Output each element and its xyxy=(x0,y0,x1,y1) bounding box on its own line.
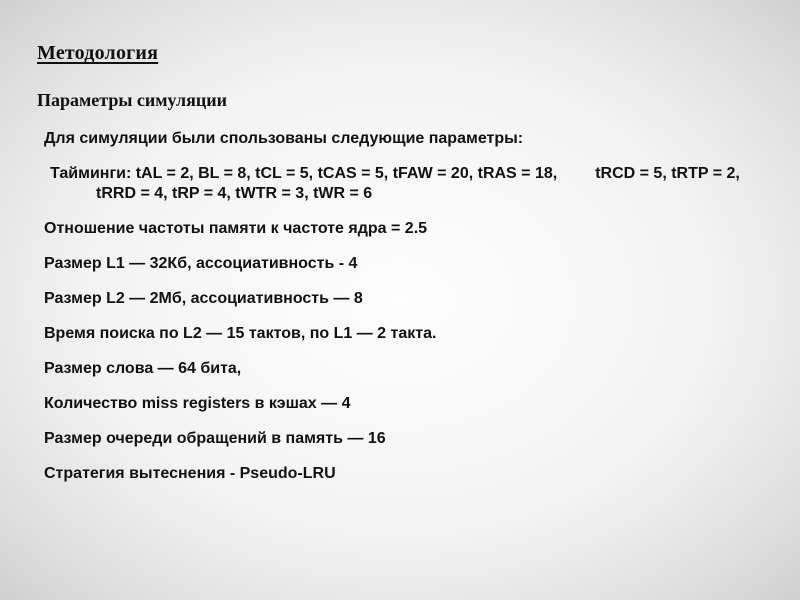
slide-body xyxy=(44,129,764,484)
timings-line xyxy=(44,164,764,204)
eviction-strategy-line: Стратегия вытеснения - Pseudo-LRU xyxy=(44,465,336,482)
timings-part-3: tRRD = 4, tRP = 4, tWTR = 3, tWR = 6 xyxy=(96,185,373,202)
ratio-line: Отношение частоты памяти к частоте ядра = 2.5 xyxy=(44,220,428,237)
slide-subheading: Параметры симуляции xyxy=(37,90,228,110)
slide-heading: Методология xyxy=(37,42,159,64)
word-size-line: Размер слова — 64 бита, xyxy=(44,360,242,377)
miss-registers-line: Количество miss registers в кэшах — 4 xyxy=(44,395,351,412)
timings-part-2: tRCD = 5, tRTP = 2, xyxy=(595,165,740,182)
lookup-time-line: Время поиска по L2 — 15 тактов, по L1 — 2 такта. xyxy=(44,325,437,342)
l1-size-line: Размер L1 — 32Кб, ассоциативность - 4 xyxy=(44,255,358,272)
l2-size-line: Размер L2 — 2Мб, ассоциативность — 8 xyxy=(44,290,363,307)
intro-line: Для симуляции были спользованы следующие параметры: xyxy=(44,130,524,147)
queue-size-line: Размер очереди обращений в память — 16 xyxy=(44,430,386,447)
timings-part-1: Тайминги: tAL = 2, BL = 8, tCL = 5, tCAS = 5, tFAW = 20, tRAS = 18, xyxy=(50,165,558,182)
